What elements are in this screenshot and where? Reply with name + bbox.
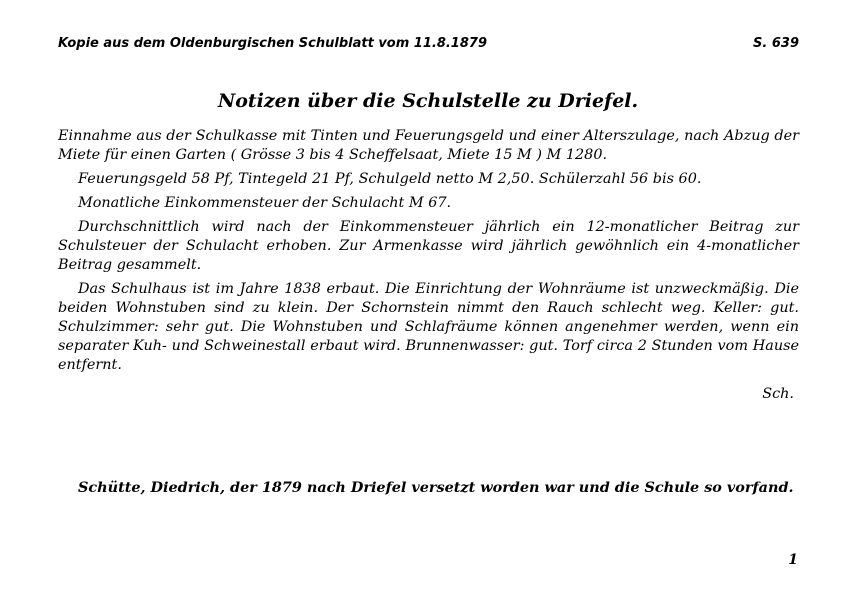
paragraph-income: Einnahme aus der Schulkasse mit Tinten und Feuerungsgeld und einer Alterszulage, nach Abzug der Miete für einen Garten ( Grösse 3 bis 4 Scheffelsaat, Miete 15 M ) M 1280.: [58, 128, 799, 163]
paragraph-contributions: Durchschnittlich wird nach der Einkommensteuer jährlich ein 12-monatlicher Beitrag zur Schulsteuer der Schulacht erhoben. Zur Armenkasse wird jährlich gewöhnlich ein 4-monatlicher Beitrag gesammelt.: [58, 219, 799, 273]
document-body: [58, 127, 799, 380]
page-number: 1: [788, 552, 798, 568]
header-source: Kopie aus dem Oldenburgischen Schulblatt vom 11.8.1879: [58, 36, 487, 51]
document-title: Notizen über die Schulstelle zu Driefel.: [217, 90, 639, 112]
paragraph-schoolhouse: Das Schulhaus ist im Jahre 1838 erbaut. Die Einrichtung der Wohnräume ist unzweckmäßig. Die beiden Wohnstuben sind zu klein. Der Schornstein nimmt den Rauch schlecht weg. Keller: gut. Schulzimmer: sehr gut. Die Wohnstuben und Schlafräume können angenehmer werden, wenn ein separater Kuh- und Schweinestall erbaut wird. Brunnenwasser: gut. Torf circa 2 Stunden vom Hause entfernt.: [58, 281, 799, 373]
footnote: Schütte, Diedrich, der 1879 nach Driefel versetzt worden war und die Schule so vorfand.: [78, 479, 794, 496]
header-page-ref: S. 639: [753, 36, 799, 51]
paragraph-fees: Feuerungsgeld 58 Pf, Tintegeld 21 Pf, Schulgeld netto M 2,50. Schülerzahl 56 bis 60.: [78, 171, 702, 187]
paragraph-monthly-tax: Monatliche Einkommensteuer der Schulacht M 67.: [78, 195, 452, 211]
signature: Sch.: [762, 386, 794, 402]
